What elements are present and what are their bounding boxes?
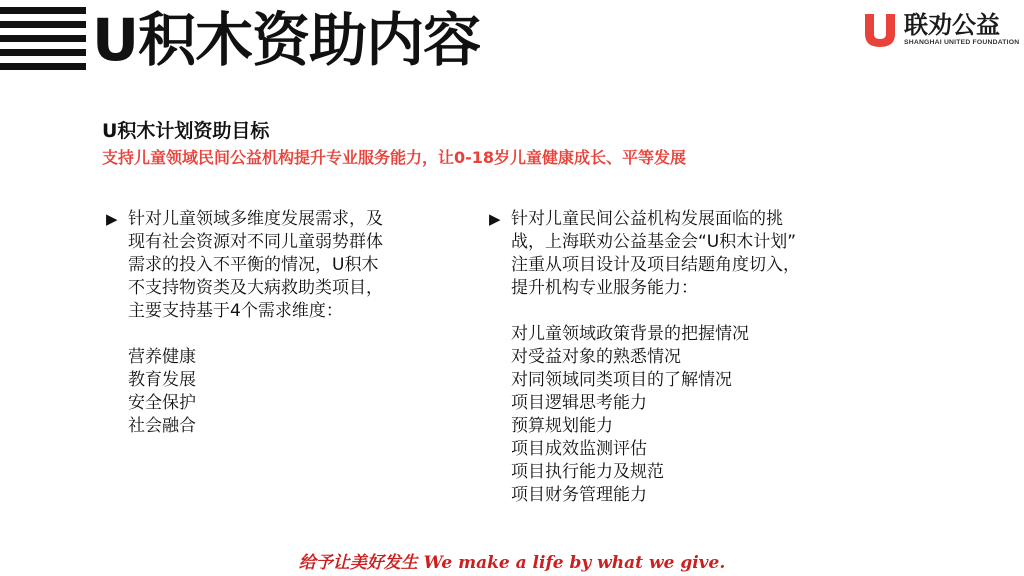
- left-column-text: [128, 208, 446, 438]
- page-title: U积木资助内容: [92, 6, 481, 74]
- list-item: 项目执行能力及规范: [511, 462, 664, 482]
- list-item: 项目逻辑思考能力: [511, 393, 647, 413]
- paragraph-line: 针对儿童民间公益机构发展面临的挑: [511, 209, 783, 229]
- paragraph-line: 战，上海联劝公益基金会“U积木计划”: [511, 232, 797, 252]
- goal-subtitle: 支持儿童领域民间公益机构提升专业服务能力，让0-18岁儿童健康成长、平等发展: [102, 148, 687, 167]
- logo-english-name: SHANGHAI UNITED FOUNDATION: [904, 39, 1020, 46]
- footer-slogan: 给予让美好发生 We make a life by what we give.: [298, 553, 726, 573]
- logo-name: 联劝公益: [904, 11, 1000, 39]
- paragraph-line: 现有社会资源对不同儿童弱势群体: [128, 232, 383, 252]
- bullet-arrow-icon: ▶: [106, 210, 118, 228]
- list-item: 项目成效监测评估: [511, 439, 647, 459]
- paragraph-line: 不支持物资类及大病救助类项目，: [128, 278, 383, 298]
- list-item: 对同领域同类项目的了解情况: [511, 370, 732, 390]
- list-item: 安全保护: [128, 393, 196, 413]
- paragraph-line: 提升机构专业服务能力：: [511, 278, 698, 298]
- paragraph-line: 需求的投入不平衡的情况，U积木: [128, 255, 379, 275]
- paragraph-line: 针对儿童领域多维度发展需求，及: [128, 209, 383, 229]
- u-logo-icon: [864, 12, 896, 48]
- list-item: 营养健康: [128, 347, 196, 367]
- left-column: [106, 208, 446, 438]
- right-column: [489, 208, 859, 507]
- list-item: 预算规划能力: [511, 416, 613, 436]
- list-item: 对受益对象的熟悉情况: [511, 347, 681, 367]
- bullet-arrow-icon: ▶: [489, 210, 501, 228]
- paragraph-line: 主要支持基于4个需求维度：: [128, 301, 343, 321]
- paragraph-line: 注重从项目设计及项目结题角度切入，: [511, 255, 800, 275]
- list-item: 社会融合: [128, 416, 196, 436]
- list-item: 对儿童领域政策背景的把握情况: [511, 324, 749, 344]
- list-item: 教育发展: [128, 370, 196, 390]
- goal-heading: U积木计划资助目标: [102, 120, 270, 142]
- header-stripes-decoration: [0, 7, 86, 71]
- right-column-text: [511, 208, 859, 507]
- list-item: 项目财务管理能力: [511, 485, 647, 505]
- foundation-logo: [864, 11, 1020, 52]
